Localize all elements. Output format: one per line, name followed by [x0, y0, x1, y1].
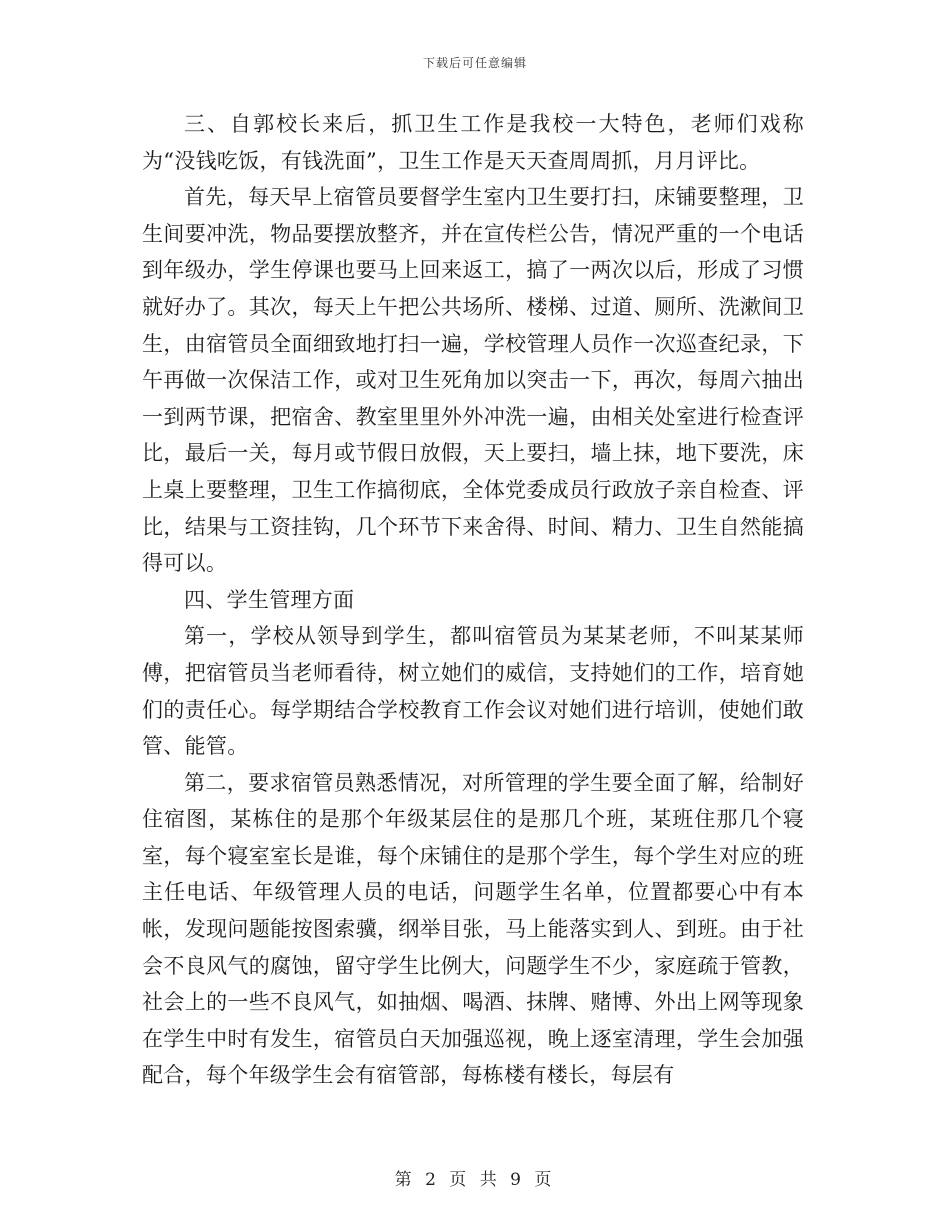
page-number-footer: 第 2 页 共 9 页	[394, 1170, 556, 1190]
section-heading-student-management: 四、学生管理方面	[184, 587, 355, 612]
paragraph-first-point: 第一，学校从领导到学生，都叫宿管员为某某老师，不叫某某师傅，把宿管员当老师看待，树立她们的威信，支持她们的工作，培育她们的责任心。每学期结合学校教育工作会议对她们进行培训，使她们敢管、能管。	[142, 624, 804, 759]
page-header: 下载后可任意编辑	[422, 56, 527, 70]
paragraph-hygiene-intro: 三、自郭校长来后，抓卫生工作是我校一大特色，老师们戏称为“没钱吃饭，有钱洗面”，卫生工作是天天查周周抓，月月评比。	[142, 112, 804, 173]
document-body	[142, 106, 804, 1094]
paragraph-second-point: 第二，要求宿管员熟悉情况，对所管理的学生要全面了解，给制好住宿图，某栋住的是那个年级某层住的是那几个班，某班住那几个寝室，每个寝室室长是谁，每个床铺住的是那个学生，每个学生对应的班主任电话、年级管理人员的电话，问题学生名单，位置都要心中有本帐，发现问题能按图索骥，纲举目张，马上能落实到人、到班。由于社会不良风气的腐蚀，留守学生比例大，问题学生不少，家庭疏于管教，社会上的一些不良风气，如抽烟、喝酒、抹牌、赌博、外出上网等现象在学生中时有发生，宿管员白天加强巡视，晚上逐室清理，学生会加强配合，每个年级学生会有宿管部，每栋楼有楼长，每层有	[142, 770, 804, 1088]
paragraph-hygiene-details: 首先，每天早上宿管员要督学生室内卫生要打扫，床铺要整理，卫生间要冲洗，物品要摆放整齐，并在宣传栏公告，情况严重的一个电话到年级办，学生停课也要马上回来返工，搞了一两次以后，形成了习惯就好办了。其次，每天上午把公共场所、楼梯、过道、厕所、洗漱间卫生，由宿管员全面细致地打扫一遍，学校管理人员作一次巡查纪录，下午再做一次保洁工作，或对卫生死角加以突击一下，再次，每周六抽出一到两节课，把宿舍、教室里里外外冲洗一遍，由相关处室进行检查评比，最后一关，每月或节假日放假，天上要扫，墙上抹，地下要洗，床上桌上要整理，卫生工作搞彻底，全体党委成员行政放子亲自检查、评比，结果与工资挂钩，几个环节下来舍得、时间、精力、卫生自然能搞得可以。	[142, 185, 804, 576]
